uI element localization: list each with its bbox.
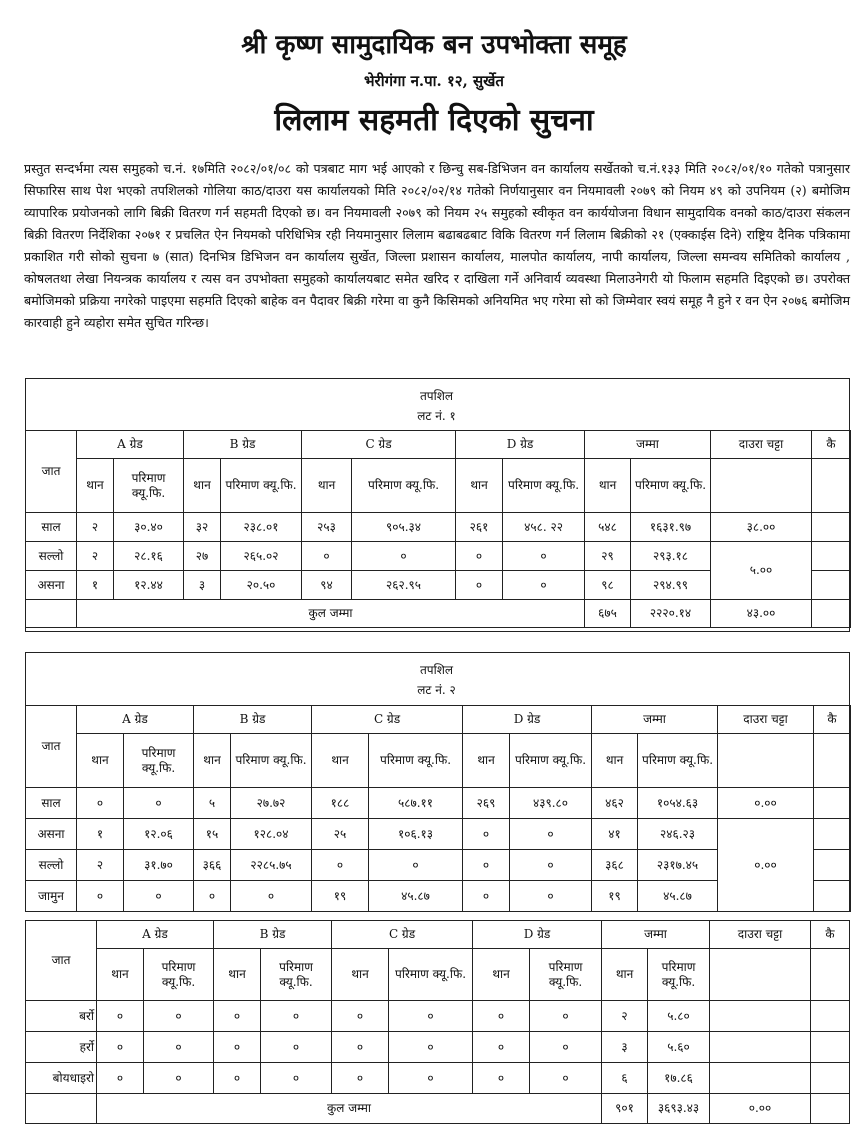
cell-value: ० <box>389 1001 473 1032</box>
cell-value: २९४.९९ <box>631 571 711 600</box>
header-b-grade: B ग्रेड <box>194 706 312 734</box>
cell-value: ३६८ <box>592 850 638 881</box>
organization-address: भेरीगंगा न.पा. १२, सुर्खेत <box>364 72 504 90</box>
cell-value: ० <box>77 788 124 819</box>
cell-value: ० <box>144 1063 214 1094</box>
cell-jat: साल <box>26 788 77 819</box>
subheader-pariman: परिमाण क्यू.फि. <box>231 734 312 788</box>
cell-value: २ <box>77 850 124 881</box>
cell-value: ० <box>302 542 352 571</box>
subheader-than: थान <box>456 459 503 513</box>
table-row <box>26 1063 850 1094</box>
cell-jat: सल्लो <box>26 542 77 571</box>
cell-value: २६२.९५ <box>352 571 456 600</box>
cell-value: ४१ <box>592 819 638 850</box>
cell-value: ० <box>463 819 510 850</box>
cell-value: २७.७२ <box>231 788 312 819</box>
cell-value: १२.०६ <box>124 819 194 850</box>
cell-value: ५.६० <box>648 1032 710 1063</box>
cell-jat: असना <box>26 571 77 600</box>
subheader-pariman: परिमाण क्यू.फि. <box>261 949 332 1001</box>
cell-value: १७.८६ <box>648 1063 710 1094</box>
cell-value: ० <box>369 850 463 881</box>
cell-value: २३१७.४५ <box>638 850 718 881</box>
table-row <box>26 1032 850 1063</box>
cell-value: ० <box>261 1001 332 1032</box>
subheader-than: थान <box>97 949 144 1001</box>
cell-value: ५४८ <box>585 513 631 542</box>
subheader-pariman: परिमाण क्यू.फि. <box>221 459 302 513</box>
notice-title: लिलाम सहमती दिएको सुचना <box>274 103 594 138</box>
cell-value: ३१.७० <box>124 850 194 881</box>
subheader-than: थान <box>214 949 261 1001</box>
lot2-table <box>25 705 851 912</box>
cell-daura: ५.०० <box>711 542 812 600</box>
cell-value: ० <box>261 1063 332 1094</box>
cell-value: ० <box>97 1001 144 1032</box>
subheader-than: थान <box>194 734 231 788</box>
cell-value: ४५८. २२ <box>503 513 585 542</box>
cell-value: १९ <box>312 881 369 912</box>
cell-value: १९ <box>592 881 638 912</box>
subheader-than: थान <box>473 949 530 1001</box>
cell-value: ० <box>332 1063 389 1094</box>
cell-value: ० <box>473 1032 530 1063</box>
cell-value: २४६.२३ <box>638 819 718 850</box>
cell-value: ० <box>97 1063 144 1094</box>
lot1-title: लट नं. १ <box>417 409 456 423</box>
lot1-tapshil: तपशिल <box>419 389 454 403</box>
cell-value: ९४ <box>302 571 352 600</box>
cell-value: १ <box>77 819 124 850</box>
total-daura: ०.०० <box>710 1094 811 1124</box>
cell-value: २२८५.७५ <box>231 850 312 881</box>
cell-value: ० <box>463 881 510 912</box>
lot2-title: लट नं. २ <box>417 683 456 697</box>
total-row <box>26 1094 850 1124</box>
lot3-table <box>25 920 850 1124</box>
cell-value: १०६.१३ <box>369 819 463 850</box>
empty-cell <box>811 1032 850 1063</box>
cell-value: ५ <box>194 788 231 819</box>
header-jat: जात <box>26 706 77 788</box>
cell-value: १२.४४ <box>114 571 184 600</box>
empty-cell <box>814 819 851 850</box>
cell-value: २६५.०२ <box>221 542 302 571</box>
cell-value: २९३.१८ <box>631 542 711 571</box>
empty-cell <box>812 542 851 571</box>
cell-value: ३६६ <box>194 850 231 881</box>
cell-jat: सल्लो <box>26 850 77 881</box>
subheader-than: थान <box>332 949 389 1001</box>
header-jamma: जम्मा <box>602 921 710 949</box>
subheader-pariman: परिमाण क्यू.फि. <box>503 459 585 513</box>
subheader-than: थान <box>184 459 221 513</box>
cell-value: २६१ <box>456 513 503 542</box>
cell-value: ० <box>124 788 194 819</box>
empty-cell <box>814 734 851 788</box>
empty-cell <box>26 600 77 628</box>
empty-cell <box>811 1001 850 1032</box>
header-jat: जात <box>26 431 77 513</box>
subheader-than: थान <box>592 734 638 788</box>
header-daura: दाउरा चट्टा <box>718 706 814 734</box>
empty-cell <box>814 788 851 819</box>
cell-value: ० <box>456 542 503 571</box>
cell-value: ० <box>510 881 592 912</box>
empty-cell <box>814 850 851 881</box>
cell-value: ० <box>332 1032 389 1063</box>
table-row <box>26 788 851 819</box>
empty-cell <box>710 1063 811 1094</box>
cell-value: ० <box>463 850 510 881</box>
empty-cell <box>710 1001 811 1032</box>
empty-cell <box>710 949 811 1001</box>
cell-value: ० <box>503 542 585 571</box>
cell-value: ९८ <box>585 571 631 600</box>
subheader-than: थान <box>302 459 352 513</box>
subheader-than: थान <box>602 949 648 1001</box>
cell-value: २ <box>602 1001 648 1032</box>
empty-cell <box>711 459 812 513</box>
empty-cell <box>812 600 851 628</box>
cell-value: ० <box>144 1001 214 1032</box>
header-d-grade: D ग्रेड <box>463 706 592 734</box>
cell-value: २५३ <box>302 513 352 542</box>
cell-value: ५.८० <box>648 1001 710 1032</box>
cell-value: २७ <box>184 542 221 571</box>
cell-value: ० <box>214 1001 261 1032</box>
cell-value: ० <box>124 881 194 912</box>
cell-value: ० <box>261 1032 332 1063</box>
cell-value: ० <box>144 1032 214 1063</box>
cell-daura: ३८.०० <box>711 513 812 542</box>
cell-value: १ <box>77 571 114 600</box>
cell-value: २ <box>77 542 114 571</box>
cell-value: ४५.८७ <box>369 881 463 912</box>
total-than: ६७५ <box>585 600 631 628</box>
cell-value: ० <box>214 1063 261 1094</box>
cell-value: ६ <box>602 1063 648 1094</box>
cell-value: ० <box>77 881 124 912</box>
cell-value: ३०.४० <box>114 513 184 542</box>
cell-jat: हर्रो <box>26 1032 97 1063</box>
subheader-pariman: परिमाण क्यू.फि. <box>124 734 194 788</box>
cell-value: ४६२ <box>592 788 638 819</box>
subheader-pariman: परिमाण क्यू.फि. <box>510 734 592 788</box>
notice-body: प्रस्तुत सन्दर्भमा त्यस समुहको च.नं. १७मिति २०८२/०१/०८ को पत्रबाट माग भई आएको र छिन्चु सब-डिभिजन वन कार्यालय सर्खेतको च.नं.१३३ मिति २०८२/०१/१० गतेको पत्रानुसार सिफारिस साथ पेश भएको तपशिलको गोलिया काठ/दाउरा यस कार्यालयको मिति २०८२/०२/१४ गतेको निर्णयानुसार वन नियमावली २०७९ को नियम ४९ को उपनियम (२) बमोजिम व्यापारिक प्रयोजनको लागि बिक्री वितरण गर्न सहमती दिएको छ। वन नियमावली २०७९ को नियम २५ समुहको स्वीकृत वन कार्ययोजना विधान सामुदायिक वनको काठ/दाउरा संकलन बिक्री वितरण निर्देशिका २०७१ र प्रचलित ऐन नियमको परिधिभित्र रही नियमानुसार लिलाम बढाबढबाट विकि वितरण गर्न लिलाम बिक्रीको २१ (एक्काईस दिने) राष्ट्रिय दैनिक पत्रिकामा प्रकाशित गरी सोको सुचना ७ (सात) दिनभित्र डिभिजन वन कार्यालय सुर्खेत, जिल्ला प्रशासन कार्यालय, मालपोत कार्यालय, नापी कार्यालय, जिल्ला समन्वय समितिको कार्यालय , कोषलतथा लेखा नियन्त्रक कार्यालय र त्यस वन उपभोक्ता समुहको कार्यालयबाट समेत खरिद र दाखिला गर्ने अनिवार्य व्यवस्था मिलाउनेगरी यो फिलाम सहमति दिइएको छ। उपरोक्त बमोजिमको प्रक्रिया नगरेको पाइएमा सहमति दिएको बाहेक वन पैदावर बिक्री गरेमा वा कुनै किसिमको अनियमित भए गरेमा सो को जिम्मेवार स्वयं समूह नै हुने र वन ऐन २०७६ बमोजिम कारवाही हुने व्यहोरा समेत सुचित गरिन्छ। <box>24 161 850 330</box>
cell-value: ० <box>97 1032 144 1063</box>
header-c-grade: C ग्रेड <box>332 921 473 949</box>
cell-value: ० <box>530 1001 602 1032</box>
empty-cell <box>811 1094 850 1124</box>
empty-cell <box>814 881 851 912</box>
cell-value: ० <box>473 1063 530 1094</box>
cell-value: ० <box>389 1063 473 1094</box>
empty-cell <box>812 459 851 513</box>
empty-cell <box>812 513 851 542</box>
total-daura: ४३.०० <box>711 600 812 628</box>
header-d-grade: D ग्रेड <box>473 921 602 949</box>
subheader-than: थान <box>585 459 631 513</box>
total-pariman: २२२०.१४ <box>631 600 711 628</box>
subheader-than: थान <box>77 459 114 513</box>
table-row <box>26 819 851 850</box>
cell-value: २ <box>77 513 114 542</box>
header-a-grade: A ग्रेड <box>77 706 194 734</box>
cell-value: ० <box>473 1001 530 1032</box>
cell-value: २८.१६ <box>114 542 184 571</box>
subheader-pariman: परिमाण क्यू.फि. <box>530 949 602 1001</box>
cell-value: ० <box>530 1032 602 1063</box>
total-pariman: ३६९३.४३ <box>648 1094 710 1124</box>
cell-value: २०.५० <box>221 571 302 600</box>
cell-value: १५ <box>194 819 231 850</box>
subheader-pariman: परिमाण क्यू.फि. <box>369 734 463 788</box>
cell-jat: जामुन <box>26 881 77 912</box>
table-row <box>26 1001 850 1032</box>
cell-value: ४३९.८० <box>510 788 592 819</box>
subheader-pariman: परिमाण क्यू.फि. <box>648 949 710 1001</box>
cell-value: ० <box>231 881 312 912</box>
cell-value: ० <box>312 850 369 881</box>
header-jamma: जम्मा <box>592 706 718 734</box>
cell-value: ९०५.३४ <box>352 513 456 542</box>
cell-value: ३ <box>184 571 221 600</box>
subheader-pariman: परिमाण क्यू.फि. <box>638 734 718 788</box>
cell-jat: साल <box>26 513 77 542</box>
cell-daura: ०.०० <box>718 788 814 819</box>
subheader-than: थान <box>312 734 369 788</box>
empty-cell <box>812 571 851 600</box>
organization-name: श्री कृष्ण सामुदायिक बन उपभोक्ता समूह <box>241 30 627 60</box>
subheader-pariman: परिमाण क्यू.फि. <box>352 459 456 513</box>
lot1-table <box>25 430 851 628</box>
cell-value: १८८ <box>312 788 369 819</box>
header-d-grade: D ग्रेड <box>456 431 585 459</box>
header-c-grade: C ग्रेड <box>312 706 463 734</box>
header-daura: दाउरा चट्टा <box>711 431 812 459</box>
header-jat: जात <box>26 921 97 1001</box>
header-a-grade: A ग्रेड <box>77 431 184 459</box>
total-than: ९०१ <box>602 1094 648 1124</box>
header-kai: कै <box>814 706 851 734</box>
cell-value: ० <box>332 1001 389 1032</box>
subheader-than: थान <box>463 734 510 788</box>
total-row <box>26 600 851 628</box>
cell-value: २९ <box>585 542 631 571</box>
table-row <box>26 513 851 542</box>
cell-value: २३८.०१ <box>221 513 302 542</box>
table-row <box>26 542 851 571</box>
empty-cell <box>26 1094 97 1124</box>
empty-cell <box>710 1032 811 1063</box>
header-daura: दाउरा चट्टा <box>710 921 811 949</box>
cell-value: १०५४.६३ <box>638 788 718 819</box>
kul-jamma-label: कुल जम्मा <box>77 600 585 628</box>
cell-value: १२८.०४ <box>231 819 312 850</box>
cell-value: ० <box>510 850 592 881</box>
empty-cell <box>811 1063 850 1094</box>
cell-value: १६३१.९७ <box>631 513 711 542</box>
empty-cell <box>811 949 850 1001</box>
subheader-than: थान <box>77 734 124 788</box>
empty-cell <box>718 734 814 788</box>
cell-value: ० <box>352 542 456 571</box>
cell-value: २६९ <box>463 788 510 819</box>
cell-value: ३२ <box>184 513 221 542</box>
header-kai: कै <box>812 431 851 459</box>
cell-jat: असना <box>26 819 77 850</box>
cell-value: ० <box>503 571 585 600</box>
lot2-tapshil: तपशिल <box>419 663 454 677</box>
kul-jamma-label: कुल जम्मा <box>97 1094 602 1124</box>
header-b-grade: B ग्रेड <box>214 921 332 949</box>
header-a-grade: A ग्रेड <box>97 921 214 949</box>
cell-value: ० <box>214 1032 261 1063</box>
cell-value: २५ <box>312 819 369 850</box>
cell-value: ० <box>389 1032 473 1063</box>
subheader-pariman: परिमाण क्यू.फि. <box>144 949 214 1001</box>
header-c-grade: C ग्रेड <box>302 431 456 459</box>
subheader-pariman: परिमाण क्यू.फि. <box>114 459 184 513</box>
cell-value: ० <box>530 1063 602 1094</box>
cell-value: ४५.८७ <box>638 881 718 912</box>
cell-jat: बोयधाइरो <box>26 1063 97 1094</box>
cell-value: ३ <box>602 1032 648 1063</box>
header-jamma: जम्मा <box>585 431 711 459</box>
header-kai: कै <box>811 921 850 949</box>
subheader-pariman: परिमाण क्यू.फि. <box>389 949 473 1001</box>
cell-value: ० <box>194 881 231 912</box>
cell-value: ५८७.११ <box>369 788 463 819</box>
subheader-pariman: परिमाण क्यू.फि. <box>631 459 711 513</box>
cell-value: ० <box>456 571 503 600</box>
cell-jat: बर्रो <box>26 1001 97 1032</box>
cell-value: ० <box>510 819 592 850</box>
header-b-grade: B ग्रेड <box>184 431 302 459</box>
cell-daura: ०.०० <box>718 819 814 912</box>
